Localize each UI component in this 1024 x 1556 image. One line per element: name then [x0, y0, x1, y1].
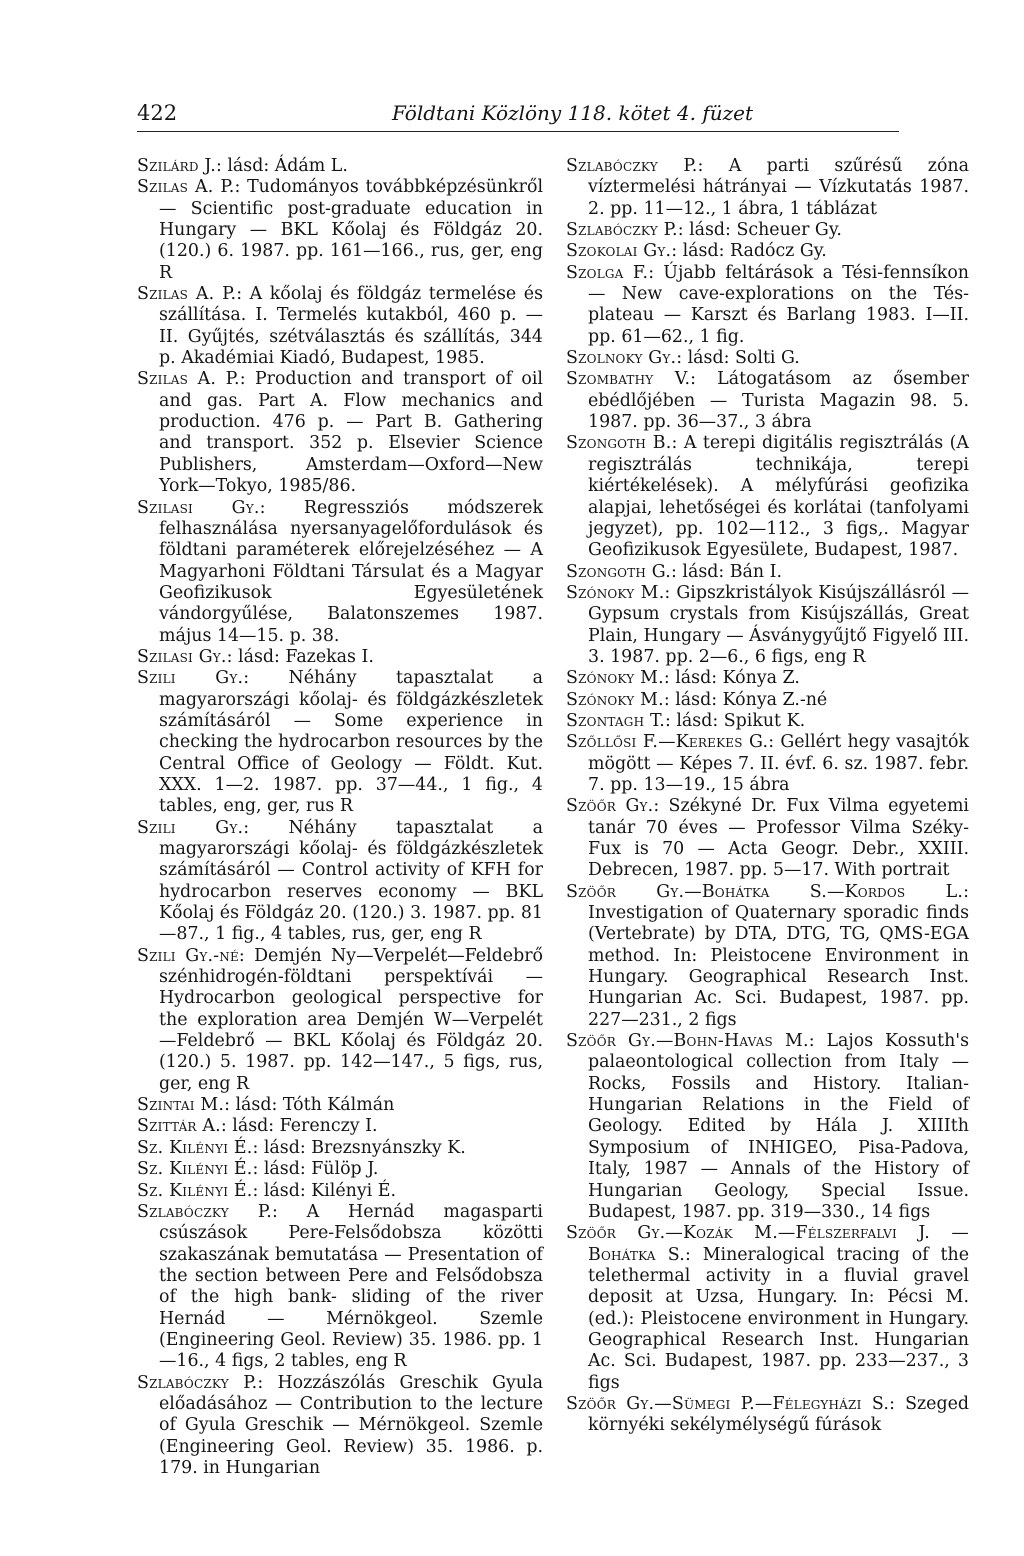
bibliography-entry [137, 818, 543, 946]
bibliography-entry [137, 1373, 543, 1480]
author-name: Szöőr Gy.—Bohátka S.—Kordos L. [566, 881, 964, 902]
left-column [137, 156, 543, 1479]
author-name: Szőllősi F.—Kerekes G. [566, 732, 769, 753]
author-name: Sz. Kilényi É. [137, 1159, 253, 1180]
author-name: Szittár A. [137, 1116, 221, 1137]
bibliography-entry [566, 732, 969, 796]
entry-text: : lásd: Kónya Z. [663, 668, 800, 689]
page-header [137, 97, 899, 132]
author-name: Szöőr Gy. [566, 796, 654, 817]
bibliography-entry [566, 882, 969, 1031]
entry-text: : Lajos Kossuth's palaeontological collection from Italy — Rocks, Fossils and History. Italian-Hungarian Relations in the Field of Geology. Edited by Hála J. XIIIth Symposium of INHIGEO, Pisa-Padova, Italy, 1987 — Annals of the History of Hungarian Geology, Special Issue. Budapest, 1987. pp. 319—330., 14 figs [588, 1031, 969, 1222]
entry-text: : lásd: Kilényi É. [252, 1180, 396, 1201]
entry-text: : Mineralogical tracing of the telethermal activity in a fluvial gravel deposit at Uzsa, Hungary. In: Pécsi M. (ed.): Pleistocene environment in Hungary. Geographical Research Inst. Hungarian Ac. Sci. Budapest, 1987. pp. 233—237., 3 figs [588, 1244, 969, 1393]
entry-text: : A kőolaj és földgáz termelése és szállítása. I. Termelés kutakból, 460 p. — II. Gyűjtés, szétválasztás és szállítás, 344 p. Akadémiai Kiadó, Budapest, 1985. [159, 284, 543, 369]
bibliography-entry [137, 668, 543, 817]
bibliography-entry [137, 498, 543, 647]
entry-text: : A parti szűrésű zóna víztermelési hátrányai — Vízkutatás 1987. 2. pp. 11—12., 1 ábra, 1 táblázat [588, 156, 969, 219]
bibliography-entry [566, 241, 969, 262]
entry-text: : lásd: Bán I. [671, 561, 783, 582]
entry-text: : lásd: Brezsnyánszky K. [252, 1137, 466, 1158]
bibliography-entry [566, 220, 969, 241]
author-name: Sz. Kilényi É. [137, 1180, 253, 1201]
bibliography-entry [566, 690, 969, 711]
entry-text: : lásd: Spikut K. [664, 710, 806, 731]
bibliography-entry [566, 711, 969, 732]
bibliography-entry [566, 1223, 969, 1394]
entry-text: : Néhány tapasztalat a magyarországi kőolaj- és földgázkészletek számításáról — Some experience in checking the hydrocarbon resources by the Central Office of Geology — Földt. Kut. XXX. 1—2. 1987. pp. 37—44., 1 fig., 4 tables, eng, ger, rus R [159, 668, 543, 817]
author-name: Szongoth B. [566, 433, 672, 454]
bibliography-entry [137, 1138, 543, 1159]
author-name: Szöőr Gy.—Bohn-Havas M. [566, 1031, 809, 1052]
entry-text: : Production and transport of oil and gas. Part A. Flow mechanics and production. 476 p. — Part B. Gathering and transport. 352 p. Elsevier Science Publishers, Amsterdam—Oxford—New York—Tokyo, 1985/86. [159, 369, 543, 497]
bibliography-entry [566, 348, 969, 369]
entry-text: : Székyné Dr. Fux Vilma egyetemi tanár 70 éves — Professor Vilma Széky-Fux is 70 — Acta Geogr. Debr., XXIII. Debrecen, 1987. pp. 5—17. With portrait [588, 796, 969, 881]
entry-text: : lásd: Solti G. [676, 348, 800, 369]
bibliography-entry [137, 1159, 543, 1180]
entry-text: : lásd: Radócz Gy. [671, 241, 827, 262]
author-name: Szónoky M. [566, 582, 665, 603]
bibliography-entry [566, 263, 969, 348]
author-name: Szolga F. [566, 262, 649, 283]
bibliography-entry [566, 668, 969, 689]
entry-text: : Hozzászólás Greschik Gyula előadásához — Contribution to the lecture of Gyula Greschik — Mérnökgeol. Szemle (Engineering Geol. Review) 35. 1986. p. 179. in Hungarian [159, 1372, 543, 1478]
author-name: Szilas A. P. [137, 284, 237, 305]
author-name: Szöőr Gy.—Kozák M.—Félszerfalvi J. — Bohátka S. [566, 1223, 969, 1265]
author-name: Szili Gy. [137, 817, 244, 838]
entry-text: : Néhány tapasztalat a magyarországi kőolaj- és földgázkészletek számításáról — Control activity of KFH for hydrocarbon reserves economy — BKL Kőolaj és Földgáz 20. (120.) 3. 1987. pp. 81—87., 1 fig., 4 tables, rus, ger, eng R [159, 817, 543, 945]
author-name: Szontagh T. [566, 710, 665, 731]
right-column [566, 156, 969, 1437]
entry-text: : Gellért hegy vasajtók mögött — Képes 7. II. évf. 6. sz. 1987. febr. 7. pp. 13—19., 15 ábra [588, 732, 969, 795]
bibliography-entry [566, 562, 969, 583]
entry-text: : lásd: Scheuer Gy. [677, 220, 842, 241]
author-name: Szlabóczky P. [137, 1201, 272, 1222]
author-name: Szongoth G. [566, 561, 672, 582]
entry-text: : Investigation of Quaternary sporadic finds (Vertebrate) by DTA, DTG, TG, QMS-EGA method. In: Pleistocene Environment in Hungary. Geographical Research Inst. Hungarian Ac. Sci. Budapest, 1987. pp. 227—231., 2 figs [588, 881, 969, 1030]
entry-text: : Regressziós módszerek felhasználása nyersanyagelőfordulások és földtani paraméterek előrejelzéséhez — A Magyarhoni Földtani Társulat és a Magyar Geofizikusok Egyesületének vándorgyűlése, Balatonszemes 1987. május 14—15. p. 38. [159, 497, 543, 646]
author-name: Szöőr Gy.—Sümegi P.—Félegyházi S. [566, 1393, 890, 1414]
bibliography-entry [566, 369, 969, 433]
bibliography-entry [137, 177, 543, 284]
entry-text: : Demjén Ny—Verpelét—Feldebrő szénhidrogén-földtani perspektívái — Hydrocarbon geological perspective for the exploration area Demjén W—Verpelét—Feldebrő — BKL Kőolaj és Földgáz 20. (120.) 5. 1987. pp. 142—147., 5 figs, rus, ger, eng R [159, 945, 543, 1094]
entry-text: : Tudományos továbbképzésünkről — Scientific post-graduate education in Hungary — BKL Kőolaj és Földgáz 20. (120.) 6. 1987. pp. 161—166., rus, ger, eng R [159, 177, 544, 283]
author-name: Szlabóczky P. [566, 156, 698, 176]
author-name: Szlabóczky P. [566, 220, 678, 241]
author-name: Sz. Kilényi É. [137, 1137, 253, 1158]
entry-text: : lásd: Ferenczy I. [220, 1116, 378, 1137]
running-title: Földtani Közlöny 118. kötet 4. füzet [392, 101, 754, 125]
bibliography-entry [137, 946, 543, 1095]
author-name: Szilárd J. [137, 156, 216, 176]
bibliography-entry [566, 1394, 969, 1437]
author-name: Szilas A. P. [137, 177, 235, 198]
bibliography-entry [566, 156, 969, 220]
author-name: Szintai M. [137, 1095, 225, 1116]
author-name: Szilasi Gy. [137, 646, 227, 667]
entry-text: : lásd: Kónya Z.-né [663, 689, 828, 710]
bibliography-entry [137, 1116, 543, 1137]
bibliography-entry [566, 1031, 969, 1223]
author-name: Szolnoky Gy. [566, 348, 677, 369]
entry-text: : Gipszkristályok Kisújszállásról — Gypsum crystals from Kisújszállás, Great Plain, Hungary — Ásványgyűjtő Figyelő III. 3. 1987. pp. 2—6., 6 figs, eng R [588, 582, 969, 667]
author-name: Szombathy V. [566, 369, 691, 390]
author-name: Szilasi Gy. [137, 497, 260, 518]
bibliography-entry [566, 796, 969, 881]
bibliography-entry [137, 284, 543, 369]
entry-text: : A terepi digitális regisztrálás (A regisztrálás technikája, terepi kiértékelések). A mélyfúrási geofizika alapjai, lehetőségei és korlátai (tanfolyami jegyzet), pp. 102—112., 3 figs,. Magyar Geofizikusok Egyesülete, Budapest, 1987. [588, 433, 969, 561]
entry-text: : lásd: Fazekas I. [226, 646, 374, 667]
entry-text: : Látogatásom az ősember ebédlőjében — Turista Magazin 98. 5. 1987. pp. 36—37., 3 ábra [588, 369, 969, 433]
bibliography-entry [137, 369, 543, 497]
entry-text: : Újabb feltárások a Tési-fennsíkon — New cave-explorations on the Tés-plateau — Karszt és Barlang 1983. I—II. pp. 61—62., 1 fig. [588, 262, 969, 347]
bibliography-entry [566, 583, 969, 668]
author-name: Szónoky M. [566, 689, 664, 710]
bibliography-entry [137, 1095, 543, 1116]
bibliography-entry [137, 1202, 543, 1373]
entry-text: : lásd: Tóth Kálmán [224, 1095, 395, 1116]
entry-text: : lásd: Fülöp J. [252, 1159, 379, 1180]
author-name: Szokolai Gy. [566, 241, 672, 262]
author-name: Szlabóczky P. [137, 1372, 258, 1393]
author-name: Szónoky M. [566, 668, 664, 689]
author-name: Szili Gy.-né [137, 945, 239, 966]
author-name: Szilas A. P. [137, 369, 240, 390]
author-name: Szili Gy. [137, 668, 244, 689]
entry-text: : lásd: Ádám L. [215, 156, 348, 176]
bibliography-entry [137, 647, 543, 668]
entry-text: : Szeged környéki sekélymélységű fúrások [588, 1393, 969, 1436]
bibliography-entry [137, 156, 543, 177]
page-number: 422 [137, 101, 178, 125]
entry-text: : A Hernád magasparti csúszások Pere-Felsődobsza közötti szakaszának bemutatása — Presentation of the section between Pere and Felsődobsza of the high bank- sliding of the river Hernád — Mérnökgeol. Szemle (Engineering Geol. Review) 35. 1986. pp. 1—16., 4 figs, 2 tables, eng R [159, 1201, 543, 1372]
bibliography-entry [137, 1181, 543, 1202]
bibliography-entry [566, 433, 969, 561]
